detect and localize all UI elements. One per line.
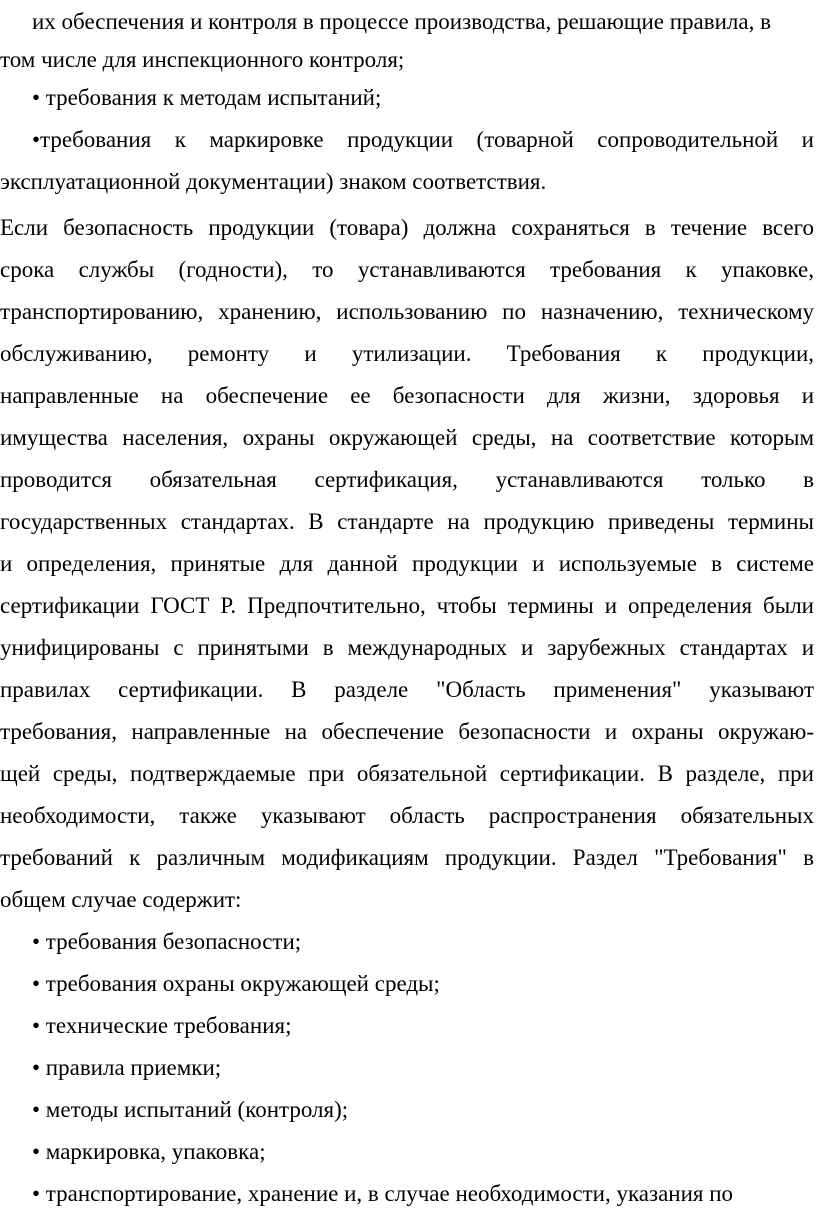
paragraph-line: щей среды, подтверждаемые при обязательной сертификации. В разделе, при	[0, 761, 814, 786]
text-line: их обеспечения и контроля в процессе производства, решающие правила, в	[32, 9, 771, 34]
paragraph-line: сертификации ГОСТ Р. Предпочтительно, чтобы термины и определения были	[0, 593, 814, 618]
bullet-item: • методы испытаний (контроля);	[32, 1097, 349, 1122]
paragraph-line: обслуживанию, ремонту и утилизации. Требования к продукции,	[0, 341, 814, 366]
bullet-item: • технические требования;	[32, 1013, 292, 1038]
paragraph-line: правилах сертификации. В разделе "Область применения" указывают	[0, 677, 814, 702]
paragraph-line: проводится обязательная сертификация, устанавливаются только в	[0, 467, 814, 492]
bullet-item: •требования к маркировке продукции (товарной сопроводительной и	[32, 127, 814, 152]
bullet-item: • транспортирование, хранение и, в случае необходимости, указания по	[32, 1181, 734, 1206]
bullet-item: • маркировка, упаковка;	[32, 1139, 266, 1164]
paragraph-line: требований к различным модификациям продукции. Раздел "Требования" в	[0, 845, 814, 870]
bullet-item: • требования безопасности;	[32, 929, 302, 954]
bullet-item: • правила приемки;	[32, 1055, 222, 1080]
text-line: эксплуатационной документации) знаком соответствия.	[0, 169, 547, 194]
text-line: том числе для инспекционного контроля;	[0, 47, 405, 72]
paragraph-line: требования, направленные на обеспечение безопасности и охраны окружаю-	[0, 719, 814, 744]
bullet-item: • требования охраны окружающей среды;	[32, 971, 440, 996]
paragraph-line: направленные на обеспечение ее безопасности для жизни, здоровья и	[0, 383, 814, 408]
bullet-item: • требования к методам испытаний;	[32, 85, 382, 110]
paragraph-line: Если безопасность продукции (товара) должна сохраняться в течение всего	[0, 215, 814, 240]
paragraph-line: необходимости, также указывают область распространения обязательных	[0, 803, 814, 828]
paragraph-line: срока службы (годности), то устанавливаются требования к упаковке,	[0, 257, 814, 282]
paragraph-line: транспортированию, хранению, использованию по назначению, техническому	[0, 299, 814, 324]
paragraph-line: и определения, принятые для данной продукции и используемые в системе	[0, 551, 814, 576]
paragraph-line: унифицированы с принятыми в международных и зарубежных стандартах и	[0, 635, 814, 660]
paragraph-line: общем случае содержит:	[0, 887, 242, 912]
paragraph-line: государственных стандартах. В стандарте на продукцию приведены термины	[0, 509, 814, 534]
paragraph-line: имущества населения, охраны окружающей среды, на соответствие которым	[0, 425, 814, 450]
